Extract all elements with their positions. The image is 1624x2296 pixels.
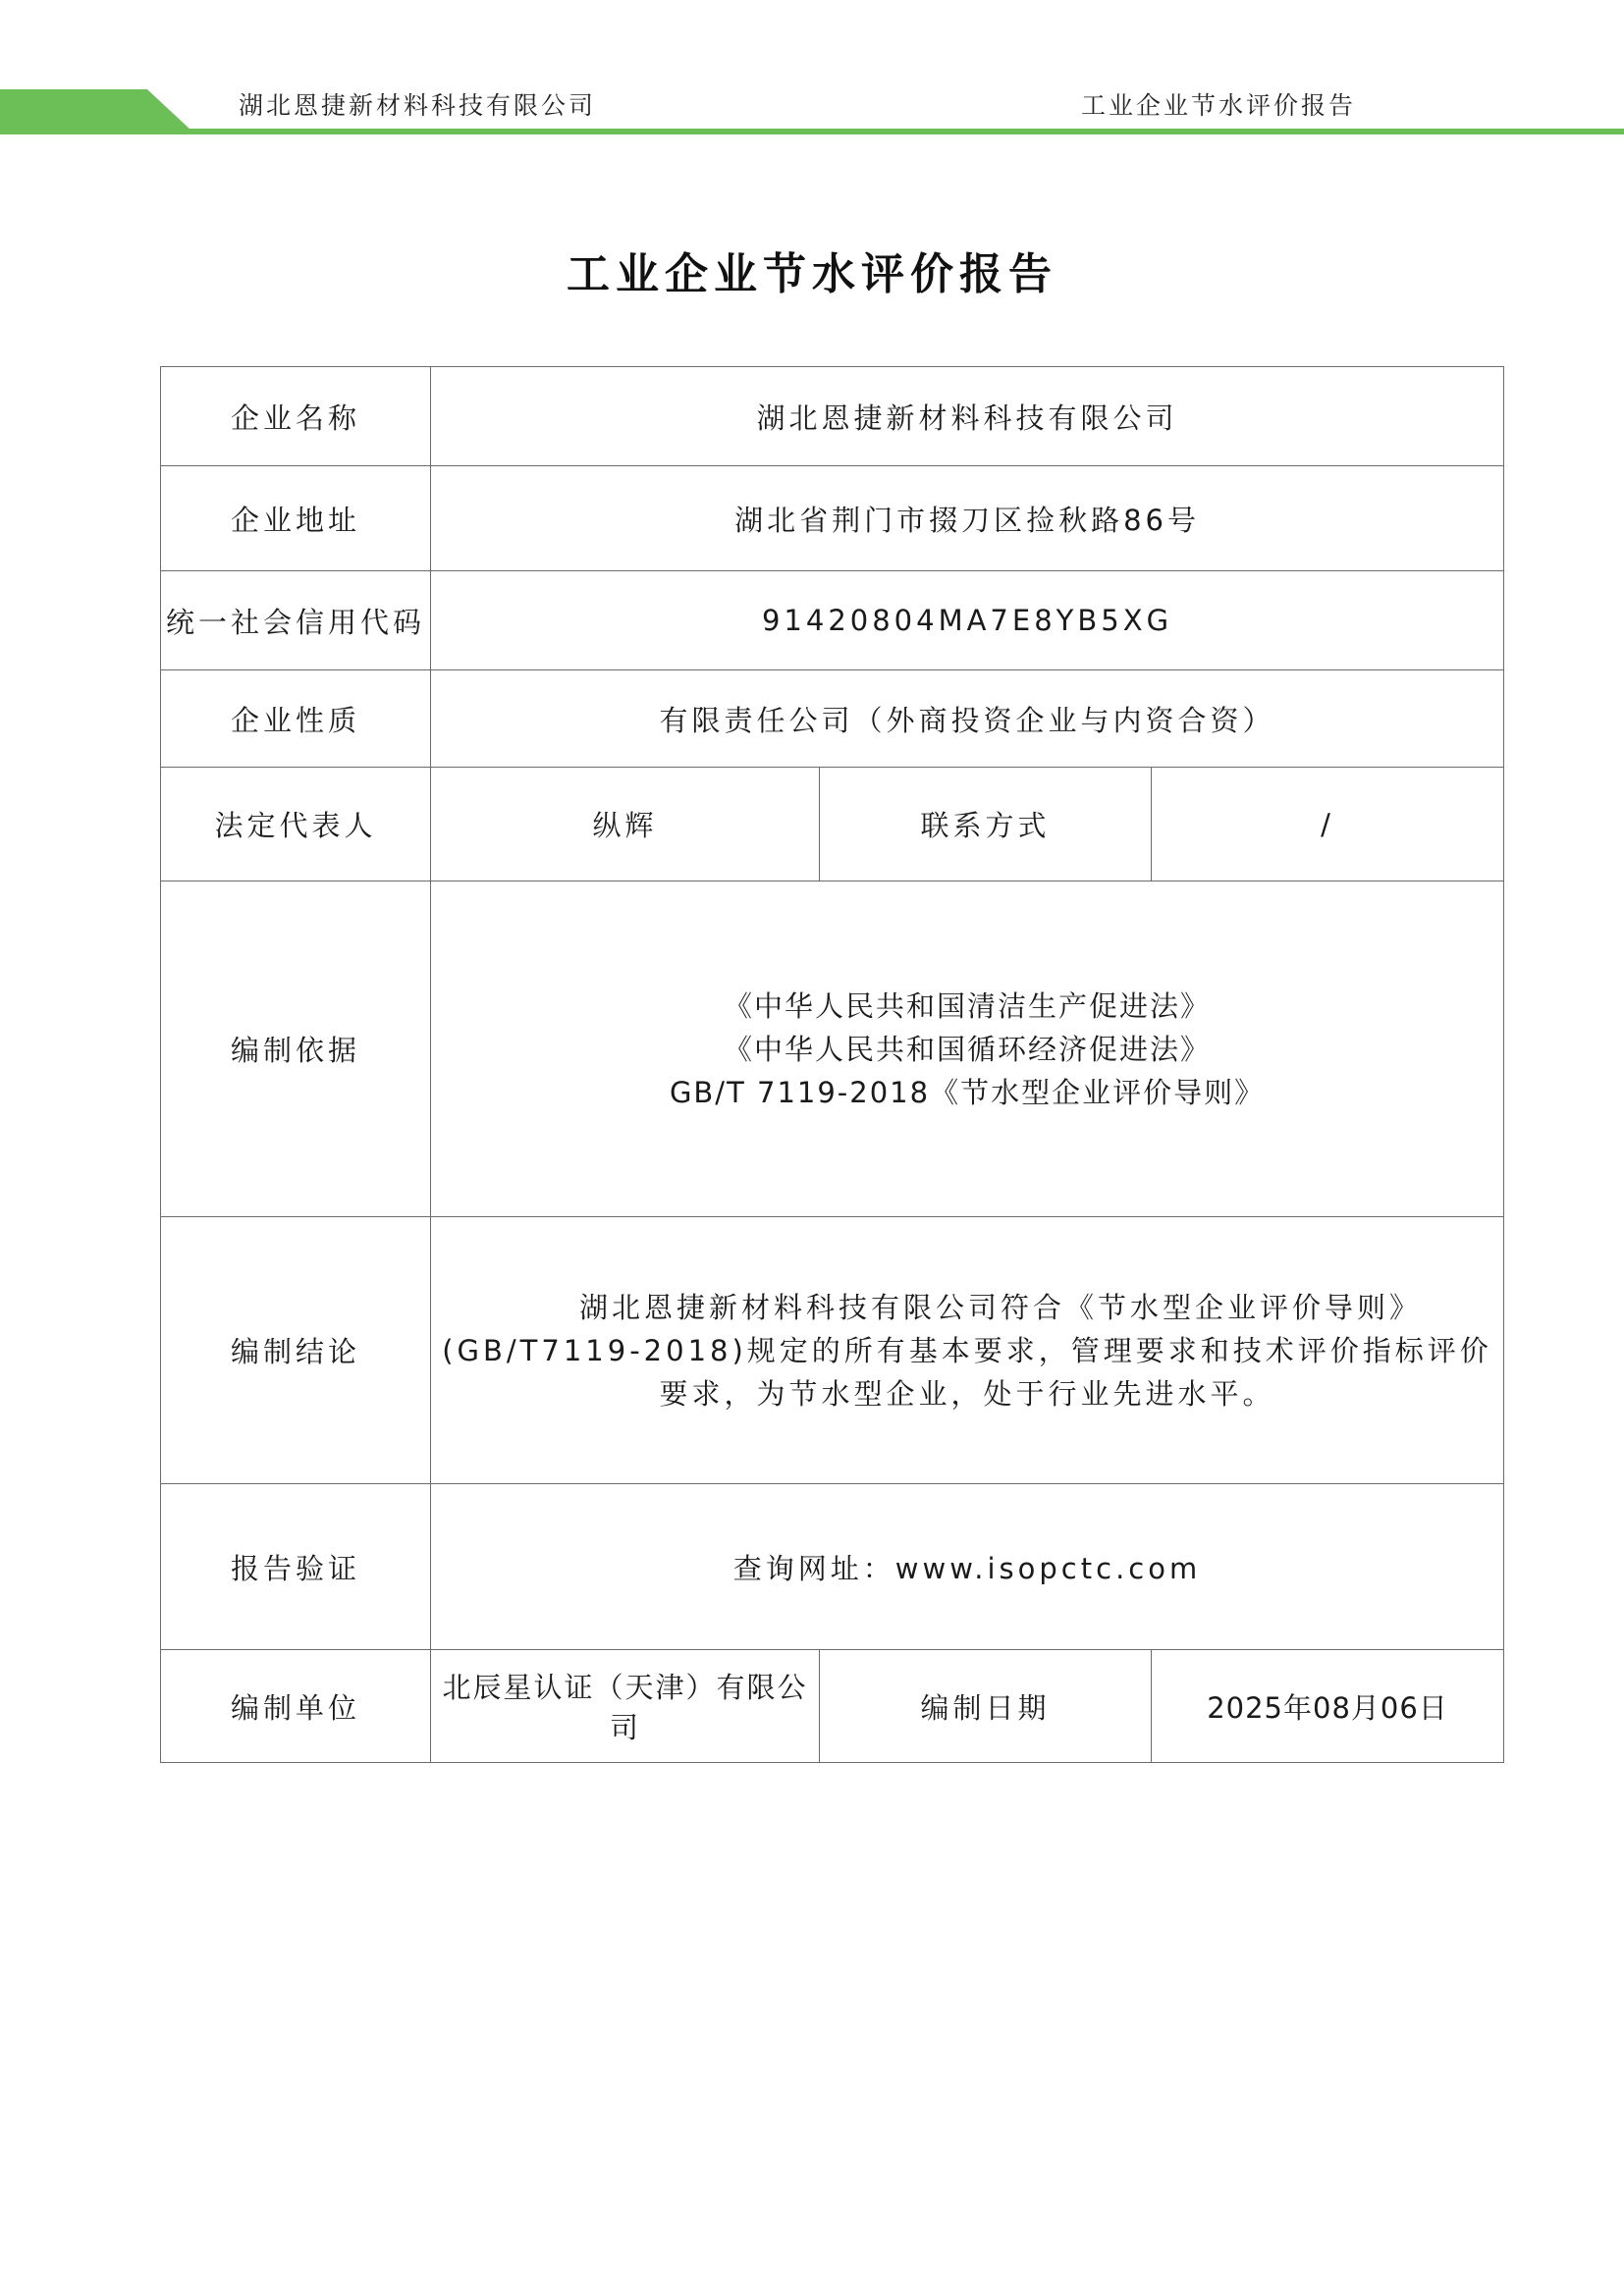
credit-code-value: 91420804MA7E8YB5XG — [431, 571, 1504, 670]
row-verify — [161, 1484, 1504, 1650]
contact-value: / — [1152, 768, 1504, 881]
basis-item: 《中华人民共和国循环经济促进法》 — [724, 1032, 1212, 1066]
row-company-name — [161, 367, 1504, 466]
unit-value: 北辰星认证（天津）有限公司 — [431, 1650, 820, 1763]
row-basis — [161, 881, 1504, 1217]
company-name-label: 企业名称 — [161, 367, 431, 466]
verify-value: 查询网址：www.isopctc.com — [431, 1484, 1504, 1650]
nature-value: 有限责任公司（外商投资企业与内资合资） — [431, 670, 1504, 768]
legal-rep-value: 纵辉 — [431, 768, 820, 881]
company-name-value: 湖北恩捷新材料科技有限公司 — [431, 367, 1504, 466]
basis-label: 编制依据 — [161, 881, 431, 1217]
credit-code-label: 统一社会信用代码 — [161, 571, 431, 670]
row-credit-code — [161, 571, 1504, 670]
conclusion-label: 编制结论 — [161, 1217, 431, 1484]
row-nature — [161, 670, 1504, 768]
row-legal-rep — [161, 768, 1504, 881]
basis-item: GB/T 7119-2018《节水型企业评价导则》 — [669, 1075, 1266, 1109]
date-value: 2025年08月06日 — [1152, 1650, 1504, 1763]
unit-label: 编制单位 — [161, 1650, 431, 1763]
header-company: 湖北恩捷新材料科技有限公司 — [239, 91, 597, 120]
contact-label: 联系方式 — [820, 768, 1152, 881]
date-label: 编制日期 — [820, 1650, 1152, 1763]
header-report-name: 工业企业节水评价报告 — [1081, 91, 1357, 120]
row-unit-date — [161, 1650, 1504, 1763]
row-conclusion — [161, 1217, 1504, 1484]
nature-label: 企业性质 — [161, 670, 431, 768]
address-label: 企业地址 — [161, 466, 431, 571]
conclusion-value — [431, 1217, 1504, 1484]
basis-item: 《中华人民共和国清洁生产促进法》 — [724, 988, 1212, 1023]
verify-label: 报告验证 — [161, 1484, 431, 1650]
page-header — [0, 0, 1624, 157]
row-address — [161, 466, 1504, 571]
report-info-table — [160, 366, 1504, 1763]
page-title: 工业企业节水评价报告 — [567, 249, 1057, 299]
conclusion-text: 湖北恩捷新材料科技有限公司符合《节水型企业评价导则》(GB/T7119-2018)规定的所有基本要求，管理要求和技术评价指标评价要求，为节水型企业，处于行业先进水平。 — [442, 1290, 1492, 1411]
basis-value — [431, 881, 1504, 1217]
legal-rep-label: 法定代表人 — [161, 768, 431, 881]
address-value: 湖北省荆门市掇刀区捡秋路86号 — [431, 466, 1504, 571]
